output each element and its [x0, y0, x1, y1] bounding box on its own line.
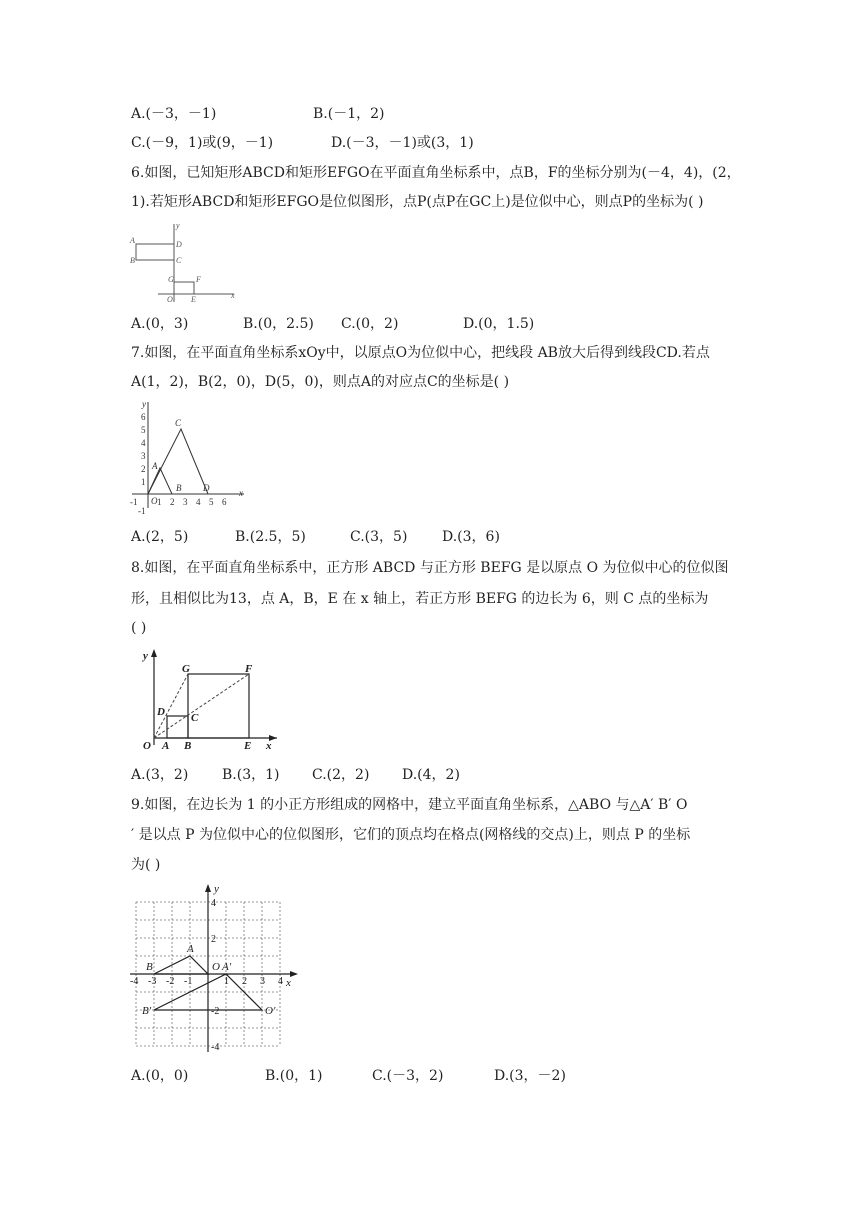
q7-ytick: 5: [141, 425, 146, 435]
q9-ytick: 4: [211, 898, 216, 909]
q8-figure: [135, 643, 285, 753]
q5-option-c: C.(－9，1)或(9，－1): [131, 135, 274, 151]
q7-option-d: D.(3，6): [442, 529, 500, 545]
q7-ytick: 6: [141, 412, 146, 422]
q8-label-x: x: [266, 740, 272, 752]
q7-xtick: 1: [157, 497, 162, 507]
q5-option-a: A.(－3，－1): [131, 106, 217, 122]
q6-label-c: C: [176, 256, 182, 265]
q9-label-b: B: [146, 961, 153, 973]
q9-label-a-prime: A′: [222, 961, 232, 973]
q8-stem-line3: ( ): [131, 620, 147, 636]
q9-stem-line3: 为( ): [131, 857, 161, 873]
q7-stem-line2: A(1，2)，B(2，0)，D(5，0)，则点A的对应点C的坐标是( ): [131, 374, 510, 390]
q8-label-c: C: [191, 712, 199, 724]
q9-stem-line1: 9.如图，在边长为 1 的小正方形组成的网格中，建立平面直角坐标系，△ABO 与△A′ B′ O: [131, 797, 688, 813]
q6-rect-efgo: [174, 282, 194, 294]
q8-y-arrow: [151, 649, 157, 657]
q8-square-abcd: [167, 716, 188, 738]
q7-xtick: 6: [222, 497, 227, 507]
q9-xtick: -1: [184, 976, 193, 987]
q7-label-o: O: [151, 496, 158, 506]
q9-ytick: -2: [211, 1006, 220, 1017]
q9-label-o: O: [212, 961, 220, 973]
q8-label-o: O: [143, 740, 151, 752]
q5-option-d: D.(－3，－1)或(3，1): [331, 135, 474, 151]
q6-label-y: y: [176, 221, 180, 230]
q9-ytick: 2: [211, 934, 216, 945]
q7-label-d: D: [203, 483, 210, 493]
q7-stem-line1: 7.如图，在平面直角坐标系xOy中，以原点O为位似中心，把线段 AB放大后得到线段CD.若点: [131, 345, 710, 361]
q7-option-c: C.(3，5): [350, 529, 408, 545]
q8-option-d: D.(4，2): [402, 767, 460, 783]
q9-xtick: -2: [166, 976, 175, 987]
q7-option-b: B.(2.5，5): [235, 529, 306, 545]
q8-option-c: C.(2，2): [312, 767, 370, 783]
q7-label-x: x: [239, 488, 243, 498]
q7-segment-ab: [148, 468, 172, 494]
q6-stem-line1: 6.如图，已知矩形ABCD和矩形EFGO在平面直角坐标系中，点B，F的坐标分别为(－4，4)，(2，: [131, 165, 741, 181]
q6-option-a: A.(0，3): [131, 316, 189, 332]
q8-dashed-of: [154, 674, 249, 738]
q6-option-b: B.(0，2.5): [243, 316, 314, 332]
q9-label-y: y: [214, 883, 219, 895]
q8-label-f: F: [245, 663, 253, 675]
q6-label-g: G: [168, 275, 174, 284]
q9-xtick: 1: [224, 976, 229, 987]
q7-label-a: A: [152, 461, 158, 471]
q9-xtick: 4: [278, 976, 283, 987]
q6-option-d: D.(0，1.5): [463, 316, 535, 332]
q7-label-c: C: [175, 418, 182, 428]
q7-xtick: -1: [130, 497, 138, 507]
q6-figure: [128, 220, 238, 305]
q6-rect-abcd: [136, 244, 174, 260]
q9-xtick: 3: [260, 976, 265, 987]
q6-label-e: E: [191, 295, 196, 304]
q8-label-d: D: [157, 706, 165, 718]
q9-label-x: x: [286, 977, 291, 989]
q7-xtick: 2: [170, 497, 175, 507]
q6-label-x: x: [231, 291, 235, 300]
q9-label-a: A: [187, 943, 194, 955]
q6-label-a: A: [130, 236, 135, 245]
q8-label-a: A: [162, 740, 170, 752]
q6-label-d: D: [176, 240, 182, 249]
q9-label-b-prime: B′: [142, 1005, 152, 1017]
q9-xtick: 2: [242, 976, 247, 987]
q7-label-b: B: [176, 483, 182, 493]
q9-xtick: -3: [148, 976, 157, 987]
q9-y-arrow: [205, 884, 211, 892]
q9-xtick: -4: [130, 976, 139, 987]
q9-stem-line2: ′ 是以点 P 为位似中心的位似图形，它们的顶点均在格点(网格线的交点)上，则点 P 的坐标: [131, 827, 691, 843]
q6-label-f: F: [196, 275, 201, 284]
q9-option-c: C.(－3，2): [372, 1068, 444, 1084]
q8-label-y: y: [143, 650, 148, 662]
q8-label-e: E: [244, 740, 252, 752]
q8-label-b: B: [184, 740, 192, 752]
q8-stem-line2: 形，且相似比为13，点 A，B，E 在 x 轴上，若正方形 BEFG 的边长为 6，则 C 点的坐标为: [131, 591, 709, 607]
q6-label-b: B: [130, 256, 135, 265]
q8-option-b: B.(3，1): [222, 767, 280, 783]
q9-triangle-abo: [154, 956, 208, 974]
q9-label-o-prime: O′: [265, 1005, 276, 1017]
q5-option-b: B.(－1，2): [313, 106, 385, 122]
q8-label-g: G: [182, 663, 190, 675]
q7-ytick: 3: [141, 451, 146, 461]
q7-ytick: -1: [138, 506, 146, 516]
q7-option-a: A.(2，5): [131, 529, 189, 545]
q9-ytick: -4: [211, 1042, 220, 1053]
q7-ytick: 1: [141, 477, 146, 487]
q7-xtick: 3: [183, 497, 188, 507]
q7-figure: [128, 398, 252, 516]
q9-figure: [128, 880, 304, 1058]
q9-option-d: D.(3，－2): [494, 1068, 566, 1084]
q8-square-befg: [188, 674, 249, 738]
q7-ytick: 2: [141, 464, 146, 474]
q9-option-a: A.(0，0): [131, 1068, 189, 1084]
q6-stem-line2: 1).若矩形ABCD和矩形EFGO是位似图形，点P(点P在GC上)是位似中心，则点P的坐标为( ): [131, 194, 704, 210]
q7-xtick: 4: [196, 497, 201, 507]
q7-label-y: y: [142, 399, 146, 409]
q6-label-o: O: [167, 295, 173, 304]
q6-option-c: C.(0，2): [341, 316, 399, 332]
q7-xtick: 5: [209, 497, 214, 507]
q9-x-arrow: [290, 971, 298, 977]
q8-stem-line1: 8.如图，在平面直角坐标系中，正方形 ABCD 与正方形 BEFG 是以原点 O 为位似中心的位似图: [131, 560, 729, 576]
q8-option-a: A.(3，2): [131, 767, 189, 783]
q9-option-b: B.(0，1): [265, 1068, 323, 1084]
q7-ytick: 4: [141, 438, 146, 448]
